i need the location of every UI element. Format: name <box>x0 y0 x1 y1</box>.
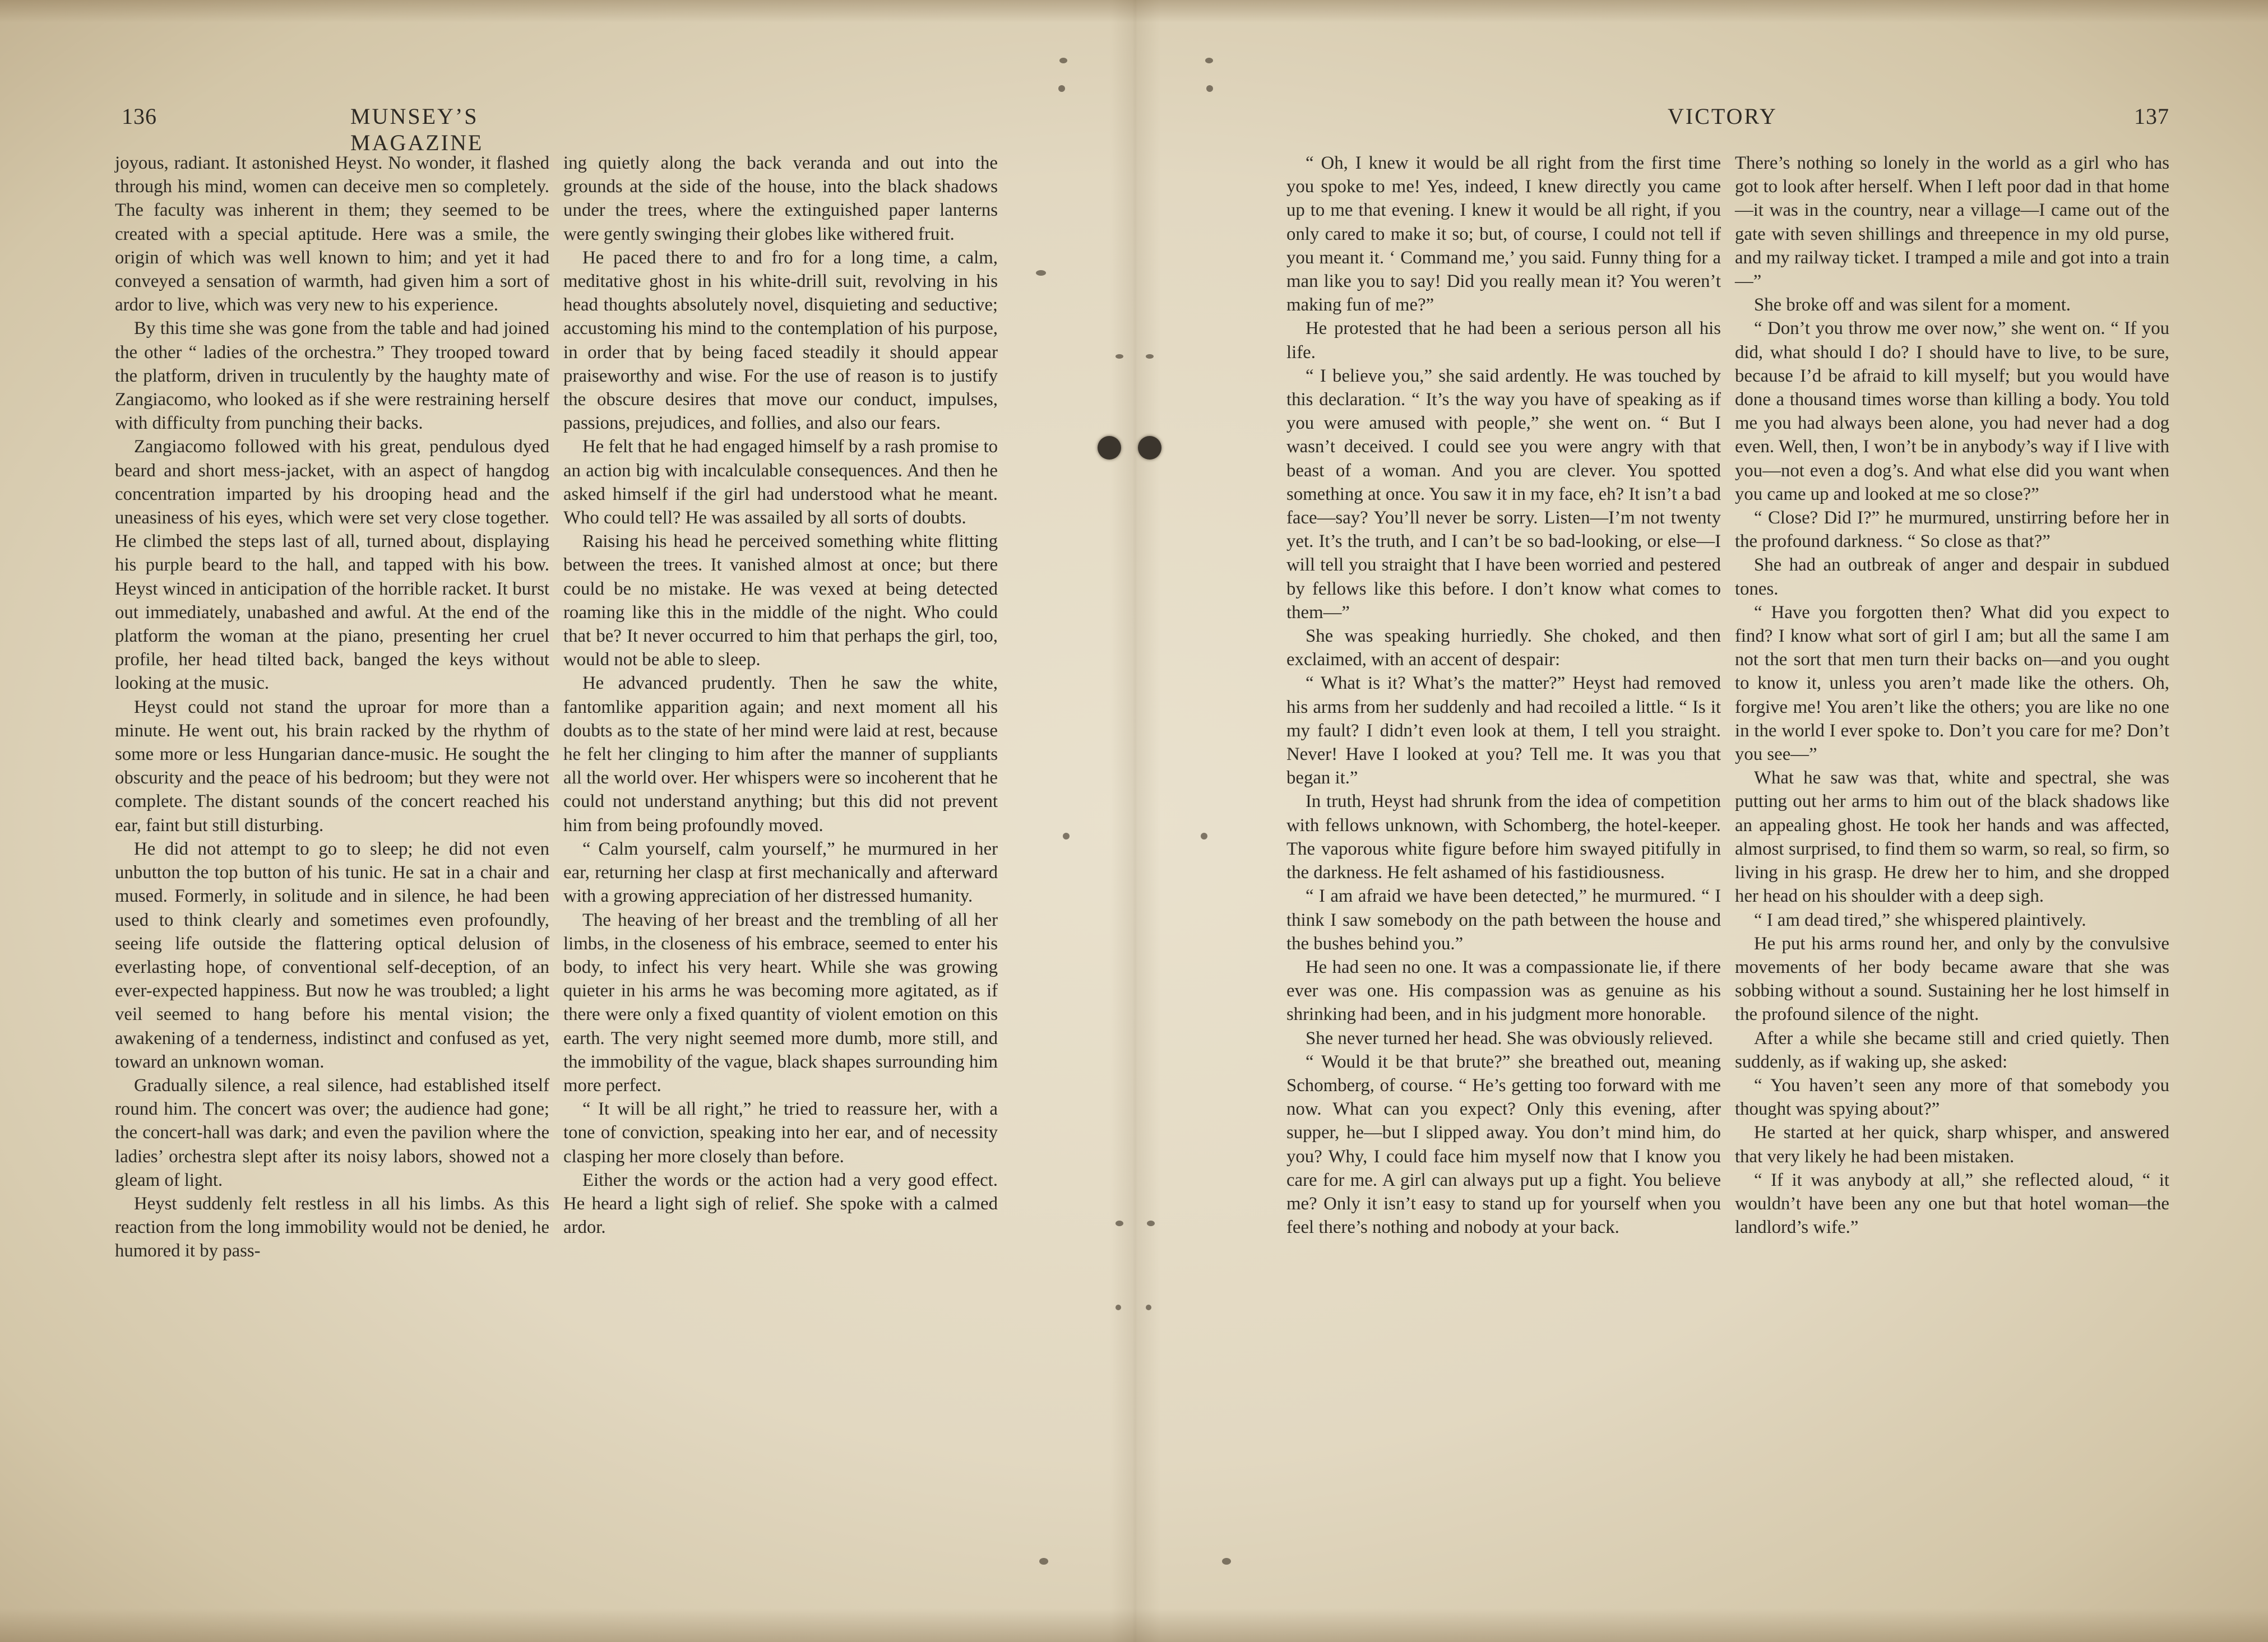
paragraph: “ Oh, I knew it would be all right from the first time you spoke to me! Yes, indeed, I knew directly you came up to me that evening. I knew it would be all right, if you only cared to make it so; but, of course, I could not tell if you meant it. ‘ Command me,’ you said. Funny thing for a man like you to say! Did you really mean it? You weren’t making fun of me?” <box>1286 153 1721 316</box>
binding-stitch <box>1205 58 1213 63</box>
paragraph: He advanced prudently. Then he saw the white, fantomlike apparition again; and next moment all his doubts as to the state of her mind were laid at rest, because he felt her clinging to him after the manner of suppliants all the world over. Her whispers were so incoherent that he could not understand anything; but this did not prevent him from being profoundly moved. <box>563 673 998 836</box>
left-page <box>115 95 998 1261</box>
paragraph: “ Close? Did I?” he murmured, unstirring before her in the profound darkness. “ So close as that?” <box>1735 508 2169 552</box>
paragraph: Gradually silence, a real silence, had established itself round him. The concert was over; the audience had gone; the concert-hall was dark; and even the pavilion where the ladies’ orchestra slept after its noisy labors, showed not a gleam of light. <box>115 1075 549 1190</box>
binding-stitch <box>1146 354 1154 359</box>
paragraph: He put his arms round her, and only by the convulsive movements of her body became aware that she was sobbing without a sound. Sustaining her he lost himself in the profound silence of the night. <box>1735 933 2169 1025</box>
paragraph: By this time she was gone from the table and had joined the other “ ladies of the orchestra.” They trooped toward the platform, driven in truculently by the haughty mate of Zangiacomo, who looked as if she were restraining herself with difficulty from punching their backs. <box>115 318 549 434</box>
paragraph: “ I believe you,” she said ardently. He was touched by this declaration. “ It’s the way you have of speaking as if you were amused with people,” she went on. “ But I wasn’t deceived. I could see you were angry with that beast of a woman. And you are clever. You spotted something at once. You saw it in my face, eh? It isn’t a bad face—say? You’ll never be sorry. Listen—I’m not twenty yet. It’s the truth, and I can’t be so bad-looking, or else—I will tell you straight that I have been worried and pestered by fellows like this before. I don’t know what comes to them—” <box>1286 365 1721 623</box>
paragraph: “ Don’t you throw me over now,” she went on. “ If you did, what should I do? I should have to live, to be sure, because I’d be afraid to kill myself; but you would have done a thousand times worse than killing a body. You told me you had always been alone, you had never had a dog even. Well, then, I won’t be in anybody’s way if I live with you—not even a dog’s. And what else did you want when you came up and looked at me so close?” <box>1735 318 2169 504</box>
paragraph: In truth, Heyst had shrunk from the idea of competition with fellows unknown, with Schomberg, the hotel-keeper. The vaporous white figure before him swayed pitifully in the darkness. He felt ashamed of his fastidiousness. <box>1286 791 1721 883</box>
binding-stitch <box>1222 1558 1231 1565</box>
paragraph: Either the words or the action had a very good effect. He heard a light sigh of relief. She spoke with a calmed ardor. <box>563 1170 998 1238</box>
paragraph: He did not attempt to go to sleep; he did not even unbutton the top button of his tunic. He sat in a chair and mused. Formerly, in solitude and in silence, he had been used to think clearly and sometimes even profoundly, seeing life outside the flattering optical delusion of everlasting hope, of conventional self-deception, of an ever-expected happiness. But now he was troubled; a light veil seemed to hang before his mental vision; the awakening of a tenderness, indistinct and confused as yet, toward an unknown woman. <box>115 838 549 1072</box>
left-column-2 <box>563 151 998 1239</box>
binding-hole <box>1098 436 1121 460</box>
binding-stitch <box>1201 833 1207 839</box>
binding-hole <box>1138 436 1161 460</box>
right-page <box>1286 95 2169 1238</box>
right-column-1 <box>1286 151 1721 1239</box>
paragraph: “ Have you forgotten then? What did you expect to find? I know what sort of girl I am; but all the same I am not the sort that men turn their backs on—and you ought to know it, unless you aren’t made like the others. Oh, forgive me! You aren’t like the others; you are like no one in the world I ever spoke to. Don’t you care for me? Don’t you see—” <box>1735 602 2169 765</box>
paragraph: “ It will be all right,” he tried to reassure her, with a tone of conviction, speaking into her ear, and of necessity clasping her more closely than before. <box>563 1099 998 1167</box>
paragraph: She never turned her head. She was obviously relieved. <box>1306 1028 1713 1049</box>
right-column-2 <box>1735 151 2169 1239</box>
paragraph: “ I am afraid we have been detected,” he murmured. “ I think I saw somebody on the path between the house and the bushes behind you.” <box>1286 886 1721 954</box>
paragraph: He felt that he had engaged himself by a rash promise to an action big with incalculable consequences. And then he asked himself if the girl had understood what he meant. Who could tell? He was assailed by all sorts of doubts. <box>563 437 998 528</box>
binding-stitch <box>1058 85 1065 92</box>
paragraph: “ I am dead tired,” she whispered plaintively. <box>1754 910 2086 930</box>
paragraph: “ Calm yourself, calm yourself,” he murmured in her ear, returning her clasp at first mechanically and afterward with a growing appreciation of her distressed humanity. <box>563 838 998 907</box>
paragraph: “ Would it be that brute?” she breathed out, meaning Schomberg, of course. “ He’s getting too forward with me now. What can you expect? Only this evening, after supper, he—but I slipped away. You don’t mind him, do you? Why, I could face him myself now that I know you care for me. A girl can always put up a fight. You believe me? Only it isn’t easy to stand up for yourself when you feel there’s nothing and nobody at your back. <box>1286 1051 1721 1238</box>
right-page-number: 137 <box>2134 104 2169 129</box>
binding-stitch <box>1116 1305 1121 1310</box>
paragraph: She broke off and was silent for a moment. <box>1754 295 2071 316</box>
binding-stitch <box>1146 1305 1151 1310</box>
paragraph: “ If it was anybody at all,” she reflected aloud, “ it wouldn’t have been any one but that hotel woman—the landlord’s wife.” <box>1735 1170 2169 1238</box>
right-running-title: VICTORY <box>1668 104 1778 129</box>
paragraph: The heaving of her breast and the trembling of all her limbs, in the closeness of his embrace, seemed to enter his body, to infect his very heart. While she was growing quieter in his arms he was becoming more agitated, as if there were only a fixed quantity of violent emotion on this earth. The very night seemed more dumb, more still, and the immobility of the vague, black shapes surrounding him more perfect. <box>563 910 998 1096</box>
paragraph: There’s nothing so lonely in the world as a girl who has got to look after herself. When I left poor dad in that home—it was in the country, near a village—I came out of the gate with seven shillings and threepence in my old purse, and my railway ticket. I tramped a mile and got into a train—” <box>1735 153 2169 292</box>
binding-stitch <box>1116 354 1123 359</box>
binding-stitch <box>1039 1558 1048 1565</box>
paragraph: “ You haven’t seen any more of that somebody you thought was spying about?” <box>1735 1075 2169 1120</box>
paragraph: She had an outbreak of anger and despair in subdued tones. <box>1735 555 2169 599</box>
binding-stitch <box>1116 1221 1123 1226</box>
binding-stitch <box>1206 85 1213 92</box>
paragraph: Raising his head he perceived something white flitting between the trees. It vanished almost at once; but there could be no mistake. He was vexed at being detected roaming like this in the middle of the night. Who could that be? It never occurred to him that perhaps the girl, too, would not be able to sleep. <box>563 531 998 670</box>
left-page-number: 136 <box>122 104 157 129</box>
binding-gutter <box>1110 0 1160 1642</box>
binding-stitch <box>1036 270 1046 276</box>
binding-stitch <box>1147 1221 1155 1226</box>
paragraph: He started at her quick, sharp whisper, and answered that very likely he had been mistaken. <box>1735 1123 2169 1167</box>
paragraph: After a while she became still and cried quietly. Then suddenly, as if waking up, she asked: <box>1735 1028 2169 1072</box>
left-running-title: MUNSEY’S MAGAZINE <box>350 104 484 155</box>
left-running-head <box>115 95 998 155</box>
paragraph: joyous, radiant. It astonished Heyst. No wonder, it flashed through his mind, women can deceive men so completely. The faculty was inherent in them; they seemed to be created with a special aptitude. Here was a smile, the origin of which was well known to him; and yet it had conveyed a sensation of warmth, had given him a sort of ardor to live, which was very new to his experience. <box>115 153 549 316</box>
paragraph: He had seen no one. It was a compassionate lie, if there ever was one. His compassion was as genuine as his shrinking had been, and in his judgment more honorable. <box>1286 957 1721 1025</box>
binding-stitch <box>1063 833 1070 839</box>
paragraph: Zangiacomo followed with his great, pendulous dyed beard and short mess-jacket, with an aspect of hangdog concentration imparted by his drooping head and the uneasiness of his eyes, which were set very close together. He climbed the steps last of all, turned about, displaying his purple beard to the hall, and tapped with his bow. Heyst winced in anticipation of the horrible racket. It burst out immediately, unabashed and awful. At the end of the platform the woman at the piano, presenting her cruel profile, her head tilted back, banged the keys without looking at the music. <box>115 437 549 694</box>
right-running-head <box>1286 95 2169 134</box>
paragraph: Heyst could not stand the uproar for more than a minute. He went out, his brain racked by the rhythm of some more or less Hungarian dance-music. He sought the obscurity and the peace of his bedroom; but they were not complete. The distant sounds of the concert reached his ear, faint but still disturbing. <box>115 697 549 836</box>
paragraph: “ What is it? What’s the matter?” Heyst had removed his arms from her suddenly and had recoiled a little. “ Is it my fault? I didn’t even look at them, I tell you straight. Never! Have I looked at you? Tell me. It was you that began it.” <box>1286 673 1721 788</box>
paragraph: She was speaking hurriedly. She choked, and then exclaimed, with an accent of despair: <box>1286 626 1721 670</box>
paragraph: ing quietly along the back veranda and out into the grounds at the side of the house, into the black shadows under the trees, where the extinguished paper lanterns were gently swinging their globes like withered fruit. <box>563 153 998 244</box>
paragraph: He protested that he had been a serious person all his life. <box>1286 318 1721 363</box>
paragraph: He paced there to and fro for a long time, a calm, meditative ghost in his white-drill suit, revolving in his head thoughts absolutely novel, disquieting and seductive; accustoming his mind to the contemplation of his purpose, in order that by being faced steadily it should appear praiseworthy and wise. For the use of reason is to justify the obscure desires that move our conduct, impulses, passions, prejudices, and follies, and also our fears. <box>563 247 998 434</box>
paragraph: What he saw was that, white and spectral, she was putting out her arms to him out of the black shadows like an appealing ghost. He took her hands and was affected, almost surprised, to find them so warm, so real, so firm, so living in his grasp. He drew her to him, and she dropped her head on his shoulder with a deep sigh. <box>1735 768 2169 907</box>
binding-stitch <box>1059 58 1067 63</box>
paragraph: Heyst suddenly felt restless in all his limbs. As this reaction from the long immobility would not be denied, he humored it by pass- <box>115 1193 549 1261</box>
left-column-1 <box>115 151 549 1263</box>
